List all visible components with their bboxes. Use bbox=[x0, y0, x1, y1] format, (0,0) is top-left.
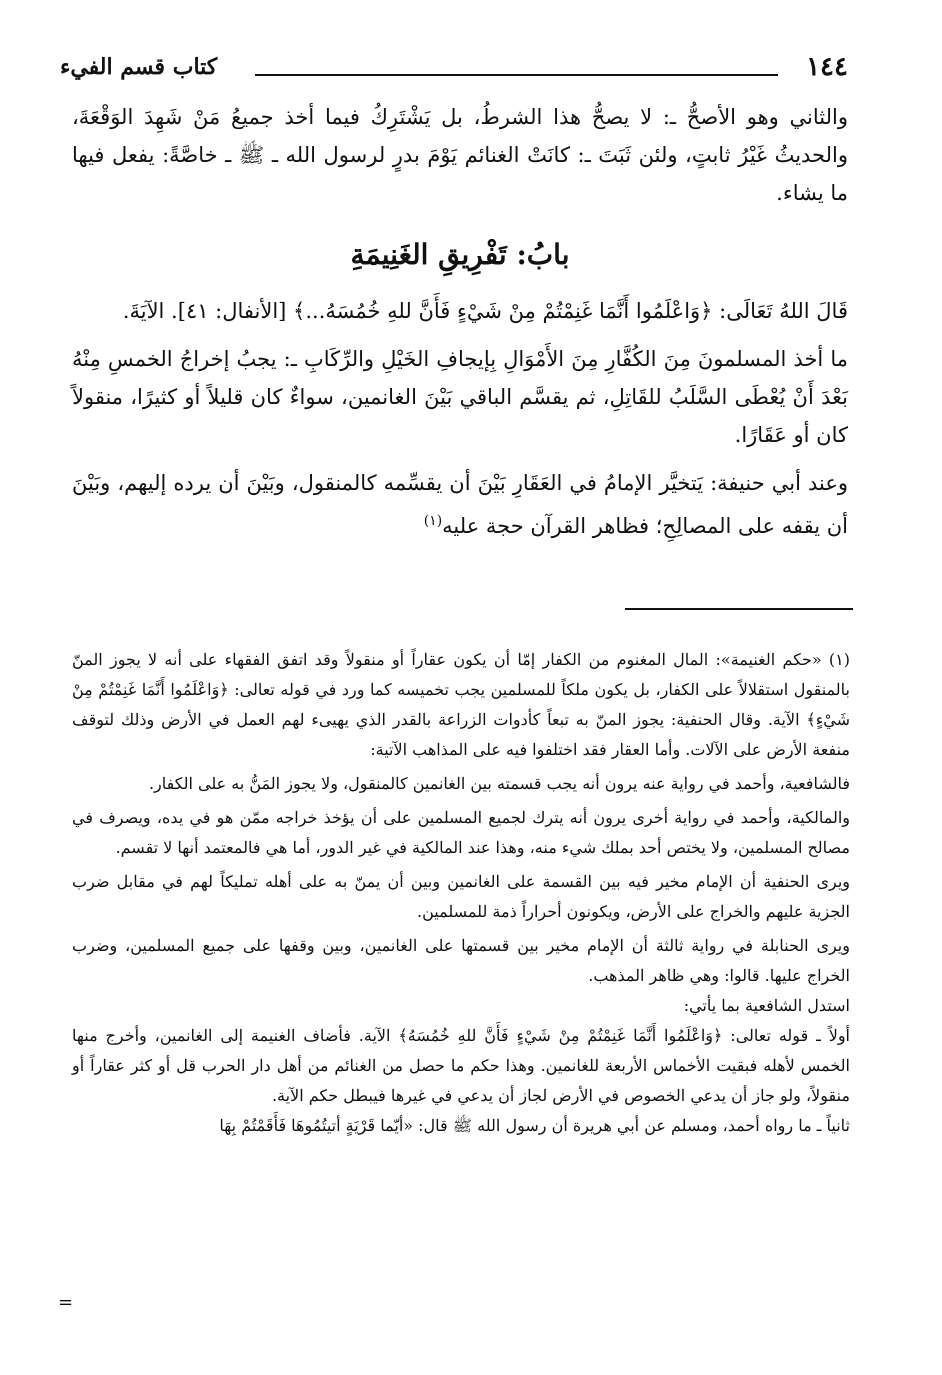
chapter-heading: بابُ: تَفْرِيقِ الغَنِيمَةِ bbox=[350, 238, 570, 271]
footnote-hanafi: ويرى الحنفية أن الإمام مخير فيه بين القسمة على الغانمين وبين أن يمنّ به على أهله تمليكاً لهم في مقابل ضرب الجزية عليهم والخراج على الأرض، ويكونون أحراراً ذمة للمسلمين. bbox=[72, 872, 850, 921]
footnotes-block bbox=[72, 645, 850, 1141]
footnote-separator bbox=[625, 608, 853, 610]
paragraph-4-text: وعند أبي حنيفة: يَتخيَّر الإمامُ في العَقَارِ بَيْنَ أن يقسِّمه كالمنقول، وبَيْنَ أن يرده إليهم، وبَيْنَ أن يقفه على المصالِحِ؛ فظاهر القرآن حجة عليه bbox=[72, 471, 848, 538]
footnote-evidence-1: أولاً ـ قوله تعالى: ﴿وَاعْلَمُوا أَنَّمَا غَنِمْتُمْ مِنْ شَيْءٍ فَأَنَّ للهِ خُمُسَهُ﴾ الآية. فأضاف الغنيمة إلى الغانمين، وأخرج منها الخمس لأهله فبقيت الأخماس الأربعة للغانمين. وهذا حكم ما حصل من الغنائم من أهل دار الحرب قل أو كثر عقاراً أو منقولاً، ولو جاز أن يدعي الخصوص في الأرض لجاز أن يدعي في غيرها فيبطل حكم الآية. bbox=[72, 1026, 851, 1105]
paragraph-1: والثاني وهو الأصحُّ ـ: لا يصحُّ هذا الشرطُ، بل يَشْتَرِكُ فيما أخذ جميعُ مَنْ شَهِدَ الوَقْعَةَ، والحديثُ غَيْرُ ثابتٍ، ولئن ثَبَتَ ـ: كانَتْ الغنائم يَوْمَ بدرٍ لرسول الله ـ ﷺ ـ خاصَّةً: يفعل فيها ما يشاء. bbox=[72, 105, 848, 205]
main-text-top bbox=[72, 98, 848, 212]
footnote-shafii: فالشافعية، وأحمد في رواية عنه يرون أنه يجب قسمته بين الغانمين كالمنقول، ولا يجوز المَنُّ به على الكفار. bbox=[148, 774, 850, 793]
header-rule bbox=[255, 74, 778, 76]
footnote-maliki: والمالكية، وأحمد في رواية أخرى يرون أنه يترك لجميع المسلمين على أن يؤخذ خراجه ممّن هو في يده، ويصرف في مصالح المسلمين، ولا يختص أحد بملك شيء منه، وهذا عند المالكية في غير الدور، أما هي فالمعتمد أنها لا تقسم. bbox=[72, 808, 850, 857]
footnote-hanbali: ويرى الحنابلة في رواية ثالثة أن الإمام مخير بين قسمتها على الغانمين، وبين وقفها على جميع المسلمين، وضرب الخراج عليها. قالوا: وهي ظاهر المذهب. bbox=[72, 936, 850, 985]
paragraph-verse: قَالَ اللهُ تَعَالَى: ﴿وَاعْلَمُوا أَنَّمَا غَنِمْتُمْ مِنْ شَيْءٍ فَأَنَّ للهِ خُمُسَهُ...﴾ [الأنفال: ٤١]. الآيَةَ. bbox=[122, 299, 848, 323]
running-title: كتاب قسم الفيء bbox=[60, 54, 218, 80]
page-number: ١٤٤ bbox=[806, 52, 848, 82]
continuation-mark: = bbox=[58, 1292, 74, 1313]
main-text-body bbox=[72, 292, 848, 545]
paragraph-3: ما أخذ المسلمونَ مِنَ الكُفَّارِ مِنَ الأَمْوَالِ بِإيجافِ الخَيْلِ والرِّكَابِ ـ: يجبُ إخراجُ الخمسِ مِنْهُ بَعْدَ أَنْ يُعْطَى السَّلَبُ للقَاتِلِ، ثم يقسَّم الباقي بَيْنَ الغانمين، سواءٌ كان قليلاً أو كثيرًا، منقولاً كان أو عَقَارًا. bbox=[72, 347, 848, 447]
footnote-1: (١) «حكم الغنيمة»: المال المغنوم من الكفار إمّا أن يكون عقاراً أو منقولاً وقد اتفق الفقهاء على أنه لا يجوز المنّ بالمنقول استقلالاً على الكفار، بل يكون ملكاً للمسلمين يجب تخميسه كما ورد في قوله تعالى: ﴿وَاعْلَمُوا أَنَّمَا غَنِمْتُمْ مِنْ شَيْءٍ﴾ الآية. وقال الحنفية: يجوز المنّ به تبعاً كأدوات الزراعة بالقدر الذي يهيىء لهم العمل في الأرض وذلك لتوقف منفعة الأرض على الآلات. وأما العقار فقد اختلفوا فيه على المذاهب الآتية: bbox=[72, 650, 850, 759]
footnote-evidence-intro: استدل الشافعية بما يأتي: bbox=[683, 996, 850, 1015]
paragraph-4 bbox=[72, 464, 848, 545]
page-header bbox=[60, 52, 848, 92]
footnote-evidence-2: ثانياً ـ ما رواه أحمد، ومسلم عن أبي هريرة أن رسول الله ﷺ قال: «أيّما قَرْيَةٍ أتيتُمُوهَا فَأَقَمْتُمْ بِهَا bbox=[219, 1116, 850, 1135]
footnote-ref-1: (١) bbox=[423, 513, 443, 529]
